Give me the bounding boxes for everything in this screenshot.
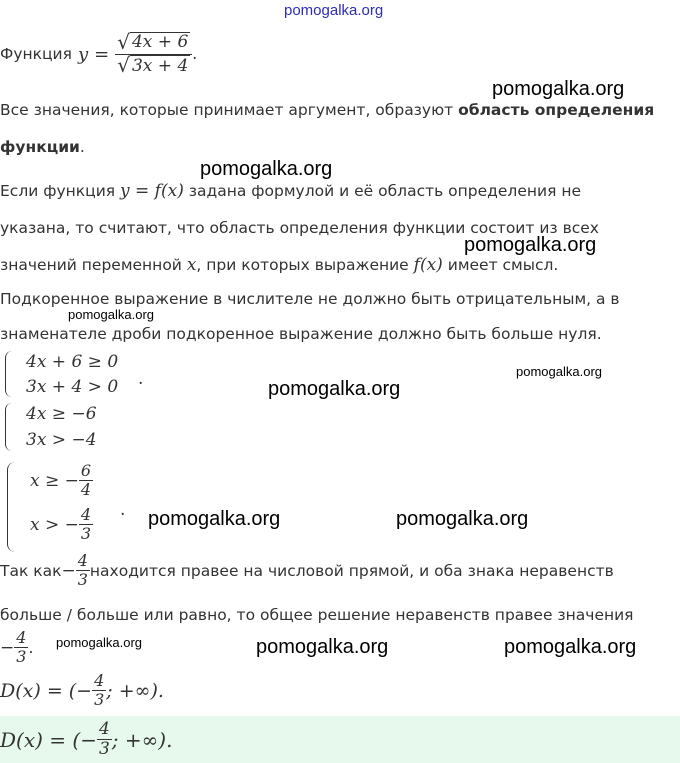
system3-row1-lhs: x ≥ − xyxy=(30,470,79,491)
system2-row1: 4x ≥ −6 xyxy=(26,404,97,424)
p4-prefix: Так как xyxy=(0,561,62,580)
system1-row1: 4x + 6 ≥ 0 xyxy=(26,352,119,372)
watermark-top: pomogalka.org xyxy=(284,2,384,19)
watermark: pomogalka.org xyxy=(256,636,389,658)
answer-highlighted xyxy=(0,716,172,763)
answer-lhs: D(x) = (− xyxy=(0,679,93,702)
watermark: pomogalka.org xyxy=(200,158,333,180)
answer xyxy=(0,673,164,708)
intro-prefix: Функция xyxy=(0,45,72,63)
paragraph-conclusion-line3 xyxy=(0,630,33,665)
p2-math-yfx: y = f(x) xyxy=(120,181,184,201)
system2-row2: 3x > −4 xyxy=(26,430,97,450)
p1-text: Все значения, которые принимает аргумент, образуют xyxy=(0,101,459,119)
intro-var: y xyxy=(77,43,89,65)
answer-hl-num: 4 xyxy=(98,718,110,739)
system3-row2 xyxy=(30,507,93,542)
paragraph-convention-line1 xyxy=(0,181,581,201)
watermark: pomogalka.org xyxy=(56,635,142,650)
p4-line3-dot: . xyxy=(28,638,34,657)
watermark: pomogalka.org xyxy=(504,636,637,658)
p2-line3-prefix: значений переменной xyxy=(0,256,187,274)
system3-dot: . xyxy=(120,500,126,520)
watermark: pomogalka.org xyxy=(516,364,602,379)
p4-num: 4 xyxy=(77,551,88,570)
p4-minus: − xyxy=(61,560,76,581)
system3-row2-den: 3 xyxy=(80,523,92,543)
p2-prefix: Если функция xyxy=(0,182,121,200)
p2-var-x: x xyxy=(186,255,197,275)
intro-dot: . xyxy=(192,45,198,63)
system3-row1 xyxy=(30,463,93,498)
intro-numerator: 4x + 6 xyxy=(131,31,189,52)
answer-den: 3 xyxy=(94,689,105,709)
p4-suffix: находится правее на числовой прямой, и оба знака неравенств xyxy=(89,561,614,580)
watermark: pomogalka.org xyxy=(492,78,625,100)
system2-brace xyxy=(5,403,12,451)
p4-den: 3 xyxy=(77,569,88,589)
intro-fraction: √ 4x + 6 √ 3x + 4 xyxy=(115,32,192,77)
paragraph-convention-line2: указана, то считают, что область определения функции состоит из всех xyxy=(0,219,599,237)
paragraph-conditions-line2: знаменателе дроби подкоренное выражение должно быть больше нуля. xyxy=(0,325,602,343)
p4-line3-num: 4 xyxy=(16,628,27,647)
watermark: pomogalka.org xyxy=(268,378,401,400)
function-definition xyxy=(0,28,197,80)
paragraph-conclusion-line1 xyxy=(0,553,614,588)
answer-rhs: ; +∞). xyxy=(106,679,164,702)
answer-hl-rhs: ; +∞). xyxy=(111,727,173,752)
p2-line3-suffix: имеет смысл. xyxy=(442,256,559,274)
watermark: pomogalka.org xyxy=(148,508,281,530)
p4-line3-minus: − xyxy=(0,637,15,658)
watermark: pomogalka.org xyxy=(68,307,154,322)
system1-row2: 3x + 4 > 0 xyxy=(26,377,119,397)
intro-eq: = xyxy=(94,43,110,65)
watermark: pomogalka.org xyxy=(396,508,529,530)
paragraph-domain-definition-cont xyxy=(0,138,85,156)
p2-suffix: задана формулой и её область определения не xyxy=(183,182,581,200)
watermark: pomogalka.org xyxy=(464,234,597,256)
system1-dot: . xyxy=(138,369,144,389)
system3-row1-den: 4 xyxy=(80,479,92,499)
system3-row2-lhs: x > − xyxy=(30,514,79,535)
p1-bold-term-2: функции xyxy=(0,138,80,156)
answer-hl-den: 3 xyxy=(98,738,110,759)
system1-brace xyxy=(5,351,12,397)
p2-math-fx: f(x) xyxy=(413,255,443,275)
system3-brace xyxy=(7,462,15,552)
p1-bold-term: область определения xyxy=(458,101,655,119)
p1-dot: . xyxy=(79,138,85,156)
paragraph-convention-line3 xyxy=(0,255,558,275)
system3-row1-num: 6 xyxy=(80,461,92,480)
p4-line3-den: 3 xyxy=(16,646,27,666)
answer-hl-lhs: D(x) = (− xyxy=(0,727,97,752)
paragraph-conditions-line1: Подкоренное выражение в числителе не должно быть отрицательным, а в xyxy=(0,290,620,308)
intro-denominator: 3x + 4 xyxy=(131,55,189,76)
paragraph-domain-definition xyxy=(0,101,654,119)
paragraph-conclusion-line2: больше / больше или равно, то общее решение неравенств правее значения xyxy=(0,606,634,624)
p2-line3-mid: , при которых выражение xyxy=(196,256,414,274)
answer-num: 4 xyxy=(94,671,105,690)
system3-row2-num: 4 xyxy=(80,505,92,524)
